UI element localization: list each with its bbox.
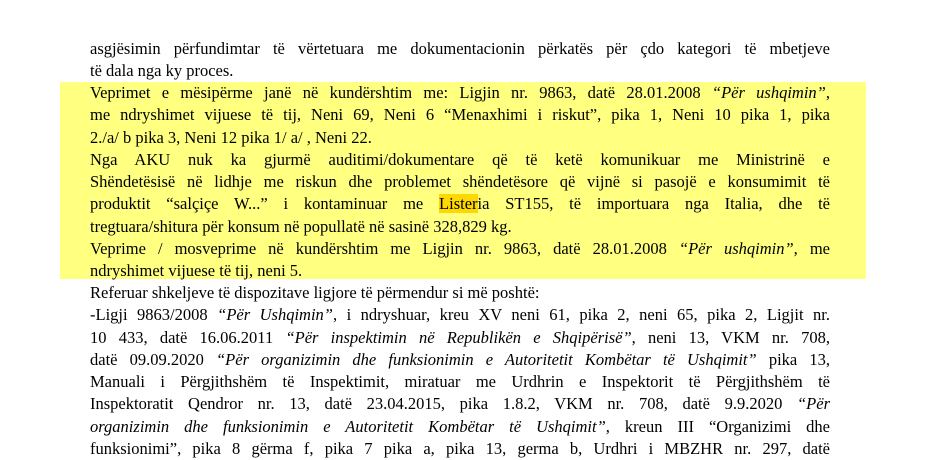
text-line: 2./a/ b pika 3, Neni 12 pika 1/ a/ , Neni 22.: [90, 127, 372, 147]
text-line: [90, 393, 830, 415]
text-line: ndryshimet vijuese të tij, neni 5.: [90, 261, 303, 281]
text-line: [90, 304, 830, 326]
text-line: Manuali i Përgjithshëm të Inspektimit, miratuar me Urdhrin e Inspektorit të Përgjithshëm të: [90, 372, 830, 392]
text-run: , neni 13, VKM nr. 708,: [631, 327, 830, 347]
text-run: ia ST155, të importuara nga Italia, dhe të: [477, 194, 830, 214]
text-line: tregtuara/shitura për konsum në popullatë në sasinë 328,829 kg.: [90, 216, 512, 236]
law-title: “Për inspektimin në Republikën e Shqipërisë”: [285, 327, 632, 347]
text-run: produktit “salçiçe W...” i kontaminuar me: [90, 194, 440, 214]
text-line: [90, 349, 830, 371]
law-title: “Për ushqimin”: [711, 83, 826, 102]
text-run: datë 09.09.2020: [90, 349, 216, 369]
text-line: asgjësimin përfundimtar të vërtetuara me dokumentacionin përkatës për çdo kategori të mbetjeve: [90, 39, 830, 58]
text-line: [90, 416, 830, 438]
law-title: “Për: [797, 394, 830, 414]
text-run: 10 433, datë 16.06.2011: [90, 327, 286, 347]
text-run: -Ligji 9863/2008: [90, 305, 218, 325]
text-line: me ndryshimet vijuese të tij, Neni 69, Neni 6 “Menaxhimi i riskut”, pika 1, Neni 10 pika 1, pika: [90, 105, 830, 125]
highlighted-section: [90, 82, 830, 283]
text-run: ,: [825, 83, 830, 102]
law-title: “Për organizimin dhe funksionimin e Autoritetit Kombëtar të Ushqimit”: [216, 349, 757, 369]
top-paragraph: [90, 38, 830, 83]
text-line: [90, 238, 830, 260]
text-line: të dala nga ky proces.: [90, 61, 234, 81]
law-title: “Për ushqimin”: [678, 239, 794, 259]
text-line: [90, 193, 830, 215]
text-line: Referuar shkeljeve të dispozitave ligjore të përmendur si më poshtë:: [90, 283, 540, 302]
highlighted-term: Lister: [439, 194, 478, 214]
text-run: Veprime / mosveprime në kundërshtim me Ligjin nr. 9863, datë 28.01.2008: [90, 239, 679, 259]
text-run: Veprimet e mësipërme janë në kundërshtim me: Ligjin nr. 9863, datë 28.01.2008: [90, 83, 712, 102]
text-run: Inspektoratit Qendror nr. 13, datë 23.04.2015, pika 1.8.2, VKM nr. 708, datë 9.9.2020: [90, 394, 797, 414]
text-line: [90, 327, 830, 349]
text-line: funksionimi”, pika 8 gërma f, pika 7 pika a, pika 13, germa b, Urdhri i MBZHR nr. 297, datë: [90, 439, 830, 459]
law-title: “Për Ushqimin”: [217, 305, 333, 325]
text-run: , me: [793, 239, 830, 259]
law-title: organizimin dhe funksionimin e Autoritetit Kombëtar të Ushqimit”: [90, 416, 606, 436]
text-run: pika 13,: [756, 349, 830, 369]
legal-references: [90, 282, 830, 460]
text-line: Nga AKU nuk ka gjurmë auditimi/dokumentare që të ketë komunikuar me Ministrinë e: [90, 149, 830, 169]
text-line: [90, 82, 830, 104]
text-run: , kreun III “Organizimi dhe: [605, 416, 830, 436]
text-run: , i ndryshuar, kreu XV neni 61, pika 2, neni 65, pika 2, Ligjit nr.: [332, 305, 831, 325]
text-line: Shëndetësisë në lidhje me riskun dhe problemet shëndetësore që vijnë si pasojë e konsumimit të: [90, 172, 830, 192]
